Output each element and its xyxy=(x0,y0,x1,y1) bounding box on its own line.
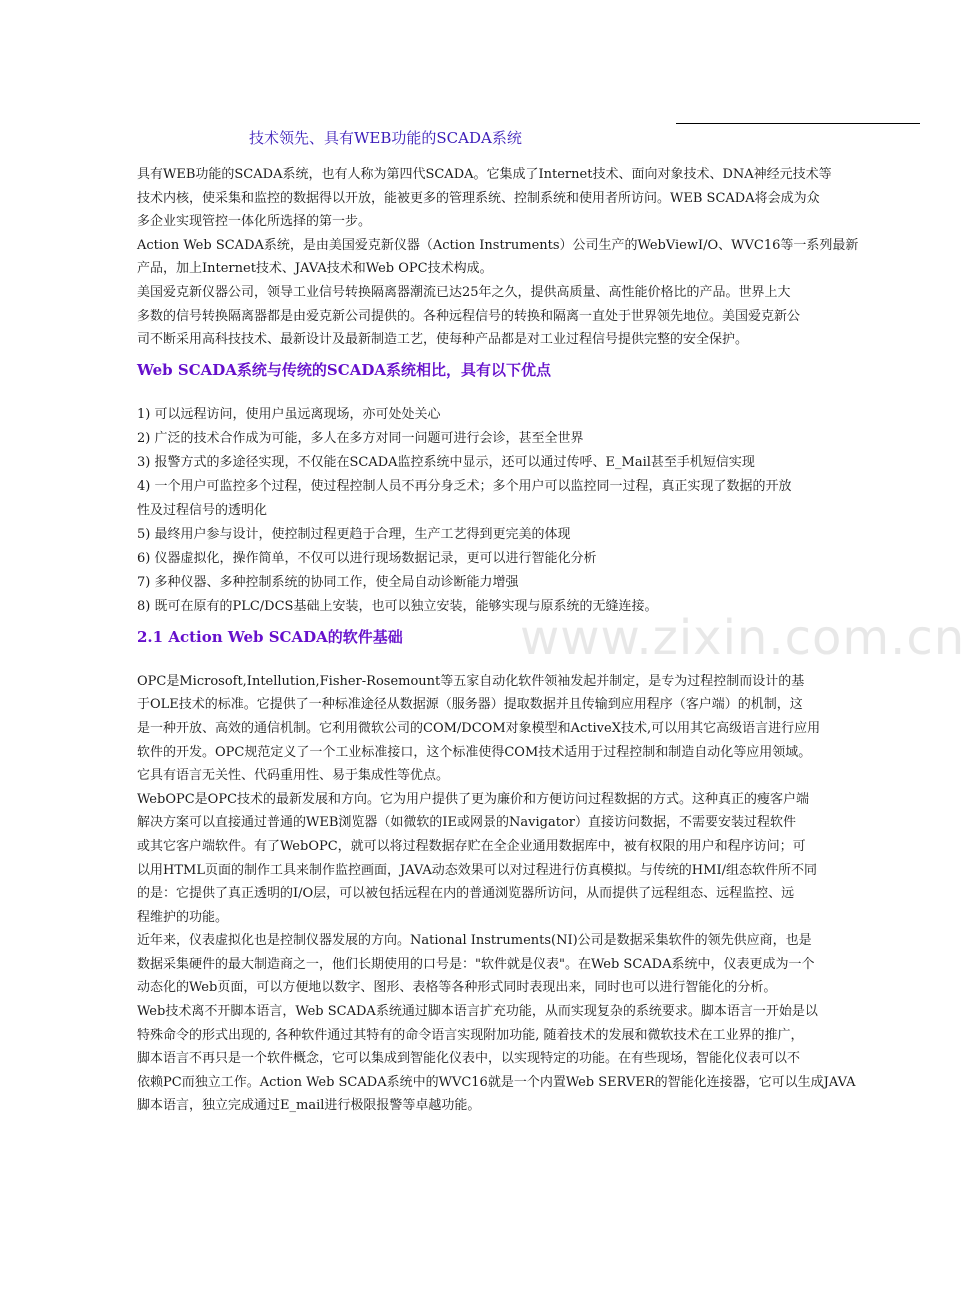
list-item: 8) 既可在原有的PLC/DCS基础上安装，也可以独立安装，能够实现与原系统的无缝连接。 xyxy=(137,598,658,614)
body-line: 脚本语言不再只是一个软件概念，它可以集成到智能化仪表中，以实现特定的功能。在有些现场，智能化仪表可以不 xyxy=(137,1051,801,1067)
header-rule xyxy=(676,123,920,124)
body-line: OPC是Microsoft,Intellution,Fisher-Rosemount等五家自动化软件领袖发起并制定，是专为过程控制而设计的基 xyxy=(137,673,805,689)
body-line: 是一种开放、高效的通信机制。它利用微软公司的COM/DCOM对象模型和ActiveX技术,可以用其它高级语言进行应用 xyxy=(137,720,821,736)
document-body xyxy=(137,163,920,1118)
body-line: 脚本语言，独立完成通过E_mail进行极限报警等卓越功能。 xyxy=(137,1098,481,1114)
intro-line: 多企业实现管控一体化所选择的第一步。 xyxy=(137,214,372,230)
intro-line: 司不断采用高科技技术、最新设计及最新制造工艺，使每种产品都是对工业过程信号提供完整的安全保护。 xyxy=(137,332,749,348)
intro-line: 多数的信号转换隔离器都是由爱克新公司提供的。各种远程信号的转换和隔离一直处于世界领先地位。美国爱克新公 xyxy=(137,308,801,324)
list-item: 3) 报警方式的多途径实现，不仅能在SCADA监控系统中显示，还可以通过传呼、E_Mail甚至手机短信实现 xyxy=(137,454,755,470)
list-item: 6) 仪器虚拟化，操作简单，不仅可以进行现场数据记录，更可以进行智能化分析 xyxy=(137,550,597,566)
body-line: 于OLE技术的标准。它提供了一种标准途径从数据源（服务器）提取数据并且传输到应用程序（客户端）的机制，这 xyxy=(137,697,803,713)
intro-line: 技术内核，使采集和监控的数据得以开放，能被更多的管理系统、控制系统和使用者所访问。WEB SCADA将会成为众 xyxy=(137,190,820,206)
document-title: 技术领先、具有WEB功能的SCADA系统 xyxy=(249,129,522,147)
body-line: 动态化的Web页面，可以方便地以数字、图形、表格等各种形式同时表现出来，同时也可以进行智能化的分析。 xyxy=(137,980,777,996)
body-line: 解决方案可以直接通过普通的WEB浏览器（如微软的IE或网景的Navigator）直接访问数据，不需要安装过程软件 xyxy=(137,815,796,831)
intro-section xyxy=(137,163,920,352)
intro-line: Action Web SCADA系统，是由美国爱克新仪器（Action Instruments）公司生产的WebViewI/O、WVC16等一系列最新 xyxy=(137,237,859,253)
list-item: 1) 可以远程访问，使用户虽远离现场，亦可处处关心 xyxy=(137,406,441,422)
body-line: 依赖PC而独立工作。Action Web SCADA系统中的WVC16就是一个内置Web SERVER的智能化连接器，它可以生成JAVA xyxy=(137,1074,856,1090)
list-item: 4) 一个用户可监控多个过程，使过程控制人员不再分身乏术；多个用户可以监控同一过程，真正实现了数据的开放 xyxy=(137,478,792,494)
list-item: 7) 多种仪器、多种控制系统的协同工作，使全局自动诊断能力增强 xyxy=(137,574,519,590)
list-item: 性及过程信号的透明化 xyxy=(137,502,268,518)
advantages-list xyxy=(137,403,920,619)
body-line: 特殊命令的形式出现的, 各种软件通过其特有的命令语言实现附加功能, 随着技术的发展和微软技术在工业界的推广， xyxy=(137,1027,804,1043)
list-item: 2) 广泛的技术合作成为可能，多人在多方对同一问题可进行会诊，甚至全世界 xyxy=(137,430,584,446)
body-line: 软件的开发。OPC规范定义了一个工业标准接口，这个标准使得COM技术适用于过程控制和制造自动化等应用领域。 xyxy=(137,744,812,760)
body-line: Web技术离不开脚本语言，Web SCADA系统通过脚本语言扩充功能，从而实现复杂的系统要求。脚本语言一开始是以 xyxy=(137,1004,818,1020)
section-heading-advantages: Web SCADA系统与传统的SCADA系统相比，具有以下优点 xyxy=(137,360,551,379)
body-line: 程维护的功能。 xyxy=(137,909,229,925)
body-line: 它具有语言无关性、代码重用性、易于集成性等优点。 xyxy=(137,768,450,784)
body-line: 的是：它提供了真正透明的I/O层，可以被包括远程在内的普通浏览器所访问，从而提供了远程组态、远程监控、远 xyxy=(137,886,795,902)
body-line: 或其它客户端软件。有了WebOPC，就可以将过程数据存贮在全企业通用数据库中，被有权限的用户和程序访问；可 xyxy=(137,838,806,854)
body-line: 近年来，仪表虚拟化也是控制仪器发展的方向。National Instruments(NI)公司是数据采集软件的领先供应商，也是 xyxy=(137,933,812,949)
intro-line: 美国爱克新仪器公司，领导工业信号转换隔离器潮流已达25年之久，提供高质量、高性能价格比的产品。世界上大 xyxy=(137,284,791,300)
body-line: 以用HTML页面的制作工具来制作监控画面，JAVA动态效果可以对过程进行仿真模拟。与传统的HMI/组态软件所不同 xyxy=(137,862,817,878)
body-line: WebOPC是OPC技术的最新发展和方向。它为用户提供了更为廉价和方便访问过程数据的方式。这种真正的瘦客户端 xyxy=(137,791,810,807)
body-line: 数据采集硬件的最大制造商之一，他们长期使用的口号是："软件就是仪表"。在Web SCADA系统中，仪表更成为一个 xyxy=(137,956,815,972)
intro-line: 具有WEB功能的SCADA系统，也有人称为第四代SCADA。它集成了Internet技术、面向对象技术、DNA神经元技术等 xyxy=(137,167,832,182)
intro-line: 产品，加上Internet技术、JAVA技术和Web OPC技术构成。 xyxy=(137,261,493,277)
software-basis-section xyxy=(137,670,920,1118)
watermark: www.zixin.com.cn xyxy=(520,610,965,666)
section-heading-software-basis: 2.1 Action Web SCADA的软件基础 xyxy=(137,627,403,646)
list-item: 5) 最终用户参与设计，使控制过程更趋于合理，生产工艺得到更完美的体现 xyxy=(137,526,571,542)
